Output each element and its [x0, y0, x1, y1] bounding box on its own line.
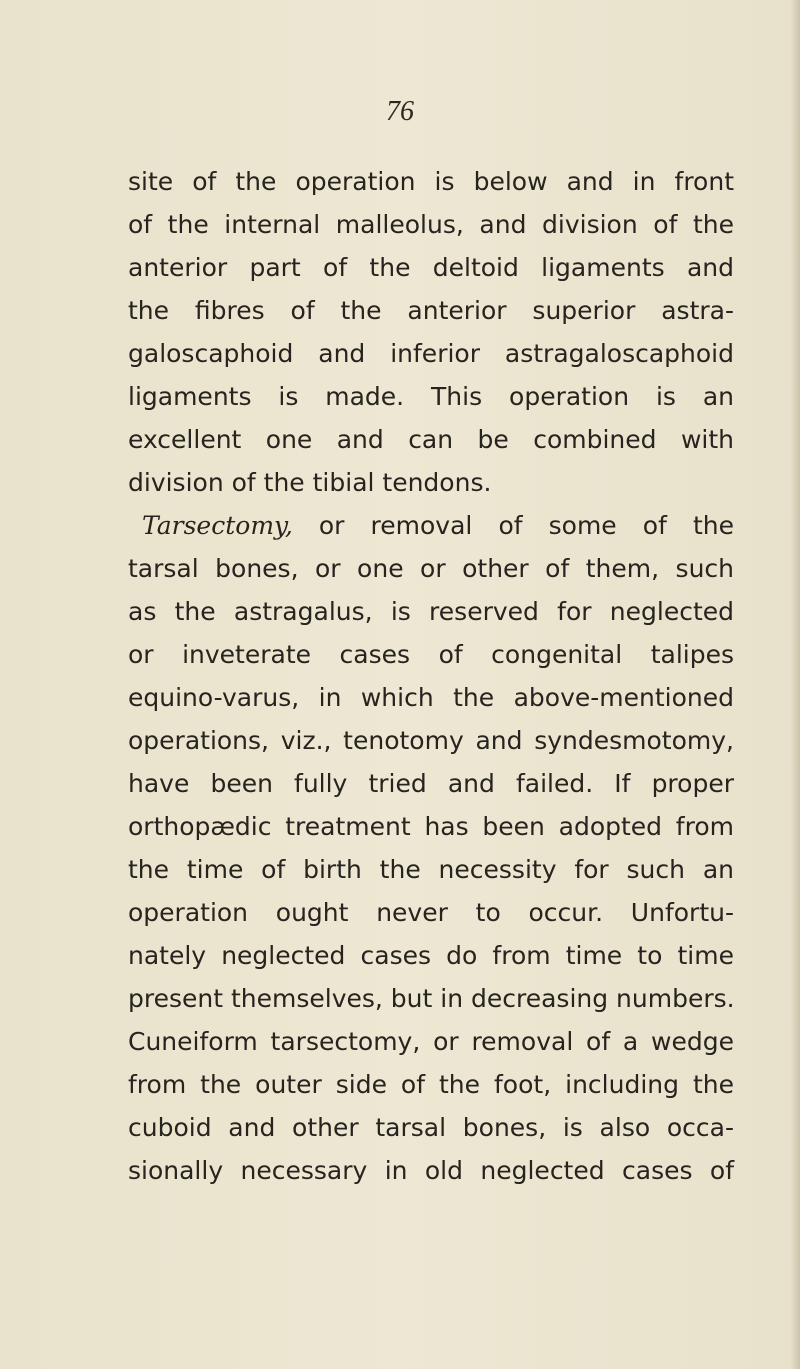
text-line: anterior part of the deltoid ligaments and [128, 253, 734, 282]
text-line: the fibres of the anterior superior astra- [128, 296, 734, 325]
text-line: galoscaphoid and inferior astragaloscaphoid [128, 339, 734, 368]
text-line: of the internal malleolus, and division of the [128, 210, 734, 239]
text-line: ligaments is made. This operation is an [128, 382, 734, 411]
text-line: orthopædic treatment has been adopted from [128, 812, 734, 841]
text-line: site of the operation is below and in front [128, 167, 734, 196]
text-line: Cuneiform tarsectomy, or removal of a wedge [128, 1027, 734, 1056]
text-line: excellent one and can be combined with [128, 425, 734, 454]
body-text [128, 160, 734, 1192]
text-line: have been fully tried and failed. If proper [128, 769, 734, 798]
text-line: or inveterate cases of congenital talipes [128, 640, 734, 669]
text-line: operation ought never to occur. Unfortu- [128, 898, 734, 927]
text-line: sionally necessary in old neglected cases of [128, 1156, 734, 1185]
paragraph-first-line [128, 504, 734, 547]
text-line: tarsal bones, or one or other of them, such [128, 554, 734, 583]
text-line: present themselves, but in decreasing numbers. [128, 984, 735, 1013]
italic-term-tarsectomy: Tarsectomy, [142, 511, 293, 540]
text-line: nately neglected cases do from time to time [128, 941, 734, 970]
text-line: division of the tibial tendons. [128, 468, 492, 497]
text-line: cuboid and other tarsal bones, is also occa- [128, 1113, 734, 1142]
text-line: as the astragalus, is reserved for neglected [128, 597, 734, 626]
text-line: equino-varus, in which the above-mentioned [128, 683, 734, 712]
page-number: 76 [386, 96, 414, 127]
text-line: from the outer side of the foot, including the [128, 1070, 734, 1099]
text-line: operations, viz., tenotomy and syndesmotomy, [128, 726, 734, 755]
text-line: the time of birth the necessity for such an [128, 855, 734, 884]
text-span: or removal of some of the [318, 511, 734, 540]
page-edge-shadow [790, 0, 800, 1369]
